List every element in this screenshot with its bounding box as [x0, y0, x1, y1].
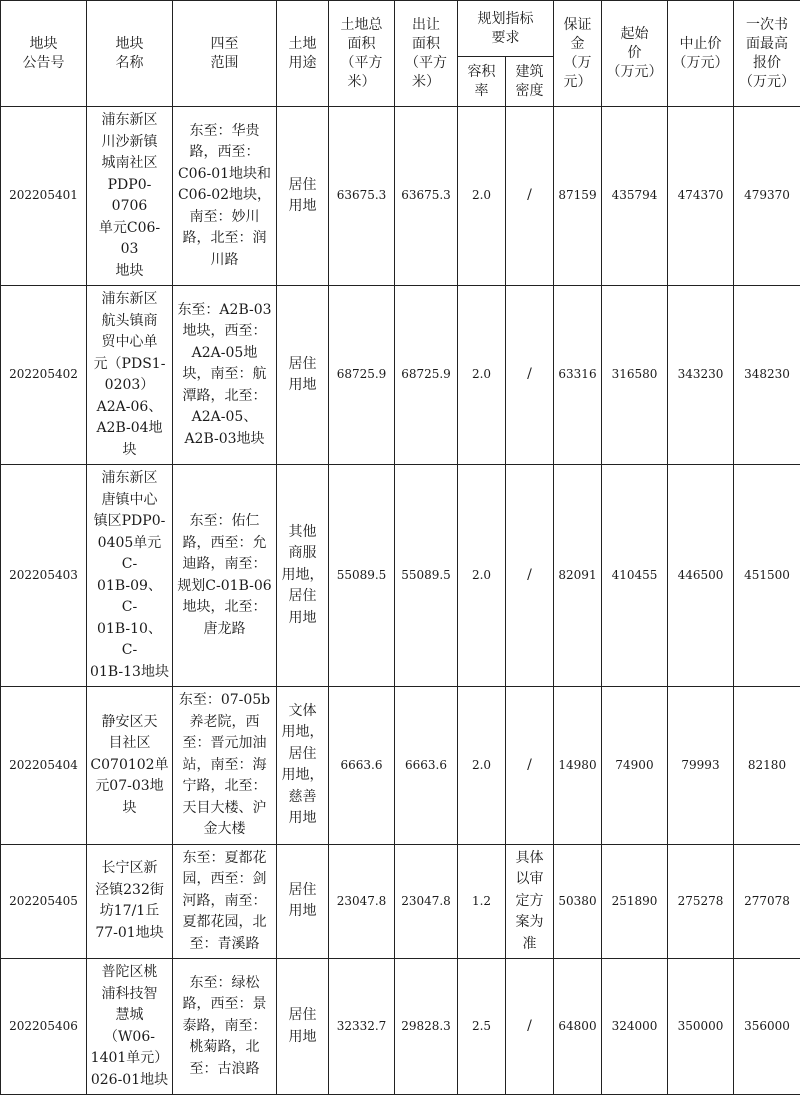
cell-sale-area: 23047.8	[395, 844, 458, 959]
cell-far: 2.5	[458, 959, 506, 1095]
cell-sale-area: 29828.3	[395, 959, 458, 1095]
cell-land-use: 居住 用地	[277, 286, 329, 465]
cell-start-price: 251890	[602, 844, 668, 959]
cell-land-use: 居住 用地	[277, 107, 329, 286]
cell-parcel-name: 长宁区新 泾镇232街 坊17/1丘 77-01地块	[87, 844, 173, 959]
cell-parcel-no: 202205402	[1, 286, 87, 465]
table-row	[1, 959, 800, 1095]
cell-boundaries: 东至：A2B-03 地块，西至： A2A-05地 块，南至：航 潭路，北至： A2A-05、 A2B-03地块	[173, 286, 277, 465]
cell-start-price: 316580	[602, 286, 668, 465]
header-sale-area: 出让 面积 （平方 米）	[395, 1, 458, 107]
table-row	[1, 465, 800, 687]
cell-max-bid: 348230	[734, 286, 800, 465]
cell-parcel-name: 浦东新区 川沙新镇 城南社区 PDP0-0706 单元C06-03 地块	[87, 107, 173, 286]
table-row	[1, 107, 800, 286]
cell-sale-area: 63675.3	[395, 107, 458, 286]
cell-far: 2.0	[458, 687, 506, 845]
cell-deposit: 87159	[554, 107, 602, 286]
cell-start-price: 410455	[602, 465, 668, 687]
cell-parcel-no: 202205401	[1, 107, 87, 286]
cell-total-area: 6663.6	[329, 687, 395, 845]
cell-deposit: 14980	[554, 687, 602, 845]
table-row	[1, 687, 800, 845]
cell-parcel-name: 浦东新区 航头镇商 贸中心单 元（PDS1- 0203） A2A-06、 A2B-04地 块	[87, 286, 173, 465]
table-row	[1, 286, 800, 465]
cell-max-bid: 356000	[734, 959, 800, 1095]
cell-density: /	[506, 465, 554, 687]
cell-sale-area: 55089.5	[395, 465, 458, 687]
cell-parcel-no: 202205405	[1, 844, 87, 959]
header-row	[1, 1, 800, 57]
table-row	[1, 844, 800, 959]
cell-parcel-name: 静安区天 目社区 C070102单 元07-03地 块	[87, 687, 173, 845]
cell-far: 2.0	[458, 107, 506, 286]
cell-start-price: 324000	[602, 959, 668, 1095]
cell-far: 2.0	[458, 286, 506, 465]
cell-parcel-name: 浦东新区 唐镇中心 镇区PDP0- 0405单元C- 01B-09、C- 01B-10、C- 01B-13地块	[87, 465, 173, 687]
header-land-use: 土地 用途	[277, 1, 329, 107]
cell-parcel-name: 普陀区桃 浦科技智 慧城 （W06- 1401单元） 026-01地块	[87, 959, 173, 1095]
cell-stop-price: 275278	[668, 844, 734, 959]
cell-total-area: 32332.7	[329, 959, 395, 1095]
cell-density: /	[506, 959, 554, 1095]
cell-far: 2.0	[458, 465, 506, 687]
cell-boundaries: 东至：夏都花 园，西至：剑 河路，南至： 夏都花园，北 至：青溪路	[173, 844, 277, 959]
cell-density: /	[506, 107, 554, 286]
cell-land-use: 居住 用地	[277, 844, 329, 959]
cell-density: /	[506, 286, 554, 465]
cell-stop-price: 446500	[668, 465, 734, 687]
cell-boundaries: 东至：佑仁 路，西至：允 迪路，南至： 规划C-01B-06 地块，北至： 唐龙路	[173, 465, 277, 687]
header-start-price: 起始 价 （万元）	[602, 1, 668, 107]
cell-total-area: 55089.5	[329, 465, 395, 687]
cell-max-bid: 82180	[734, 687, 800, 845]
header-parcel-no: 地块 公告号	[1, 1, 87, 107]
header-deposit: 保证 金 （万 元）	[554, 1, 602, 107]
cell-sale-area: 6663.6	[395, 687, 458, 845]
cell-deposit: 82091	[554, 465, 602, 687]
cell-boundaries: 东至：绿松 路，西至：景 泰路，南至： 桃菊路，北 至：古浪路	[173, 959, 277, 1095]
cell-parcel-no: 202205404	[1, 687, 87, 845]
cell-parcel-no: 202205406	[1, 959, 87, 1095]
cell-stop-price: 79993	[668, 687, 734, 845]
cell-deposit: 50380	[554, 844, 602, 959]
header-far: 容积 率	[458, 57, 506, 107]
cell-stop-price: 474370	[668, 107, 734, 286]
cell-start-price: 74900	[602, 687, 668, 845]
cell-deposit: 63316	[554, 286, 602, 465]
cell-max-bid: 277078	[734, 844, 800, 959]
cell-parcel-no: 202205403	[1, 465, 87, 687]
cell-max-bid: 451500	[734, 465, 800, 687]
cell-max-bid: 479370	[734, 107, 800, 286]
header-density: 建筑 密度	[506, 57, 554, 107]
header-max-bid: 一次书 面最高 报价 （万元）	[734, 1, 800, 107]
header-parcel-name: 地块 名称	[87, 1, 173, 107]
header-planning: 规划指标 要求	[458, 1, 554, 57]
cell-start-price: 435794	[602, 107, 668, 286]
cell-boundaries: 东至：华贵 路，西至： C06-01地块和 C06-02地块， 南至：妙川 路，北至：润 川路	[173, 107, 277, 286]
cell-stop-price: 350000	[668, 959, 734, 1095]
cell-land-use: 其他 商服 用地， 居住 用地	[277, 465, 329, 687]
cell-boundaries: 东至：07-05b 养老院，西 至：晋元加油 站，南至：海 宁路，北至： 天目大楼、沪 金大楼	[173, 687, 277, 845]
cell-total-area: 23047.8	[329, 844, 395, 959]
cell-deposit: 64800	[554, 959, 602, 1095]
cell-land-use: 居住 用地	[277, 959, 329, 1095]
header-total-area: 土地总 面积 （平方 米）	[329, 1, 395, 107]
cell-sale-area: 68725.9	[395, 286, 458, 465]
cell-density: /	[506, 687, 554, 845]
cell-density: 具体 以审 定方 案为 准	[506, 844, 554, 959]
cell-total-area: 68725.9	[329, 286, 395, 465]
header-boundaries: 四至 范围	[173, 1, 277, 107]
cell-stop-price: 343230	[668, 286, 734, 465]
cell-far: 1.2	[458, 844, 506, 959]
header-stop-price: 中止价 （万元）	[668, 1, 734, 107]
cell-total-area: 63675.3	[329, 107, 395, 286]
cell-land-use: 文体 用地， 居住 用地， 慈善 用地	[277, 687, 329, 845]
